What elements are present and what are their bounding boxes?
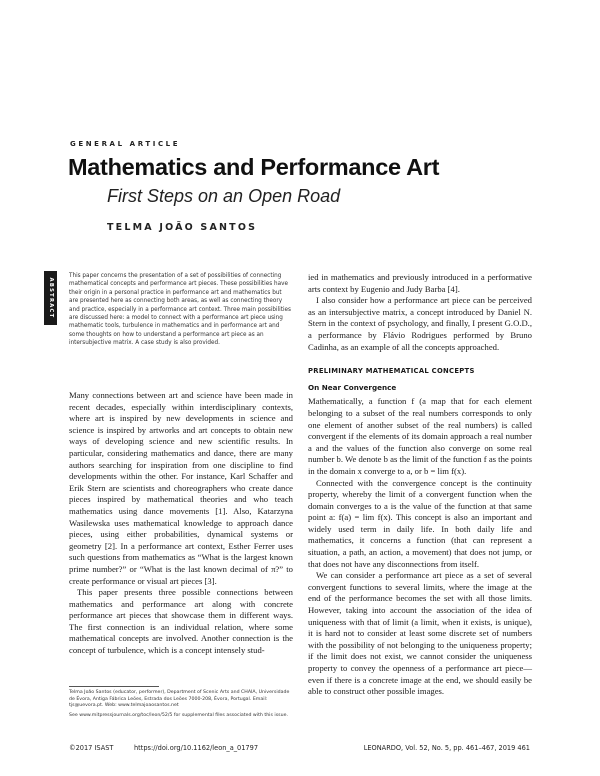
section-spacer — [308, 353, 532, 359]
footnote-rule — [69, 686, 159, 687]
body-paragraph: ied in mathematics and previously introduced in a performative arts context by Eugenio and Judy Barba [4]. — [308, 272, 532, 294]
supplemental-note: See www.mitpressjournals.org/toc/leon/52/5 for supplemental files associated with this issue. — [69, 712, 288, 718]
article-author: TELMA JOÃO SANTOS — [107, 222, 258, 233]
article-title: Mathematics and Performance Art — [68, 154, 440, 180]
body-paragraph: This paper presents three possible connections between mathematics and performance art along with concrete performance art pieces that showcase them in different ways. The first connection is an individual relation, where some mathematical concepts are involved. Another connection is the concept of turbulence, which is a concept intensely stud- — [69, 587, 293, 656]
footer-citation: LEONARDO, Vol. 52, No. 5, pp. 461–467, 2019 461 — [363, 744, 530, 752]
body-paragraph: I also consider how a performance art piece can be perceived as an intersubjective matrix, a concept introduced by Daniel N. Stern in the context of psychology, and finally, I present G.O.D., a performance by Flávio Rodrigues performed by Bruno Cadinha, as an example of all the concepts approached. — [308, 295, 532, 352]
footnote — [69, 690, 293, 719]
article-subtitle: First Steps on an Open Road — [107, 186, 341, 206]
author-affiliation: Telma João Santos (educator, performer), Department of Scenic Arts and CHAIA, Universidade de Évora, Antiga Fábrica Leões, Estrada dos Leões 7000-208, Évora, Portugal. Email: tjs@uevora.pt. Web: www.telmajoaosantos.net — [69, 690, 290, 709]
footer-copyright: ©2017 ISAST — [69, 744, 114, 752]
section-heading: PRELIMINARY MATHEMATICAL CONCEPTS — [308, 367, 475, 376]
body-paragraph: Mathematically, a function f (a map that for each element belonging to a subset of the real numbers corresponds to only one element of another subset of the real numbers) is called convergent if the elements of its domain approach a real number a and the values of the function also converge on some real number b. We denote b as the limit of the function f as the points in the domain x converge to a, or b = lim f(x). — [308, 396, 532, 476]
body-paragraph: Many connections between art and science have been made in recent decades, especially within interdisciplinary contexts, where art is inspired by new developments in science and science is inspired by artworks and art concepts to obtain new ways of developing science and new scientific results. In particular, considering mathematics and dance, there are many authors searching for inspiration from one discipline to find developments within the other. For instance, Karl Schaffer and Erik Stern are scientists and choreographers who create dance pieces inspired by mathematical theories and who teach mathematics using dance movements [1]. Also, Katarzyna Wasilewska uses mathematical knowledge to approach dance pieces, using either probabilities, dynamical systems or geometry [2]. In a performance art context, Esther Ferrer uses such questions from mathematics as “What is the largest known prime number?” or “What is the last known decimal of π?” to create performance or visual art pieces [3]. — [69, 390, 293, 586]
body-paragraph: Connected with the convergence concept is the continuity property, whereby the limit of a convergent function when the domain converges to a is the value of the function at that same point a: f(a) = lim f(x). This concept is also an important and widely used term in daily life. In both daily life and mathematics, it concerns a function (that can represent a situation, a path, an action, a movement) that does not jump, or that does not have any disconnections from itself. — [308, 477, 532, 569]
article-kicker: GENERAL ARTICLE — [70, 140, 181, 148]
footer-doi-link[interactable]: https://doi.org/10.1162/leon_a_01797 — [134, 744, 259, 752]
abstract-tab — [44, 271, 57, 325]
body-column-right — [308, 272, 532, 698]
abstract-tab-label: ABSTRACT — [47, 277, 54, 319]
body-paragraph: We can consider a performance art piece as a set of several convergent functions to several limits, where the image at the end of the performance becomes the set with all those limits. However, taking into account the association of the idea of uniqueness with that of limit (a limit, when it exists, is unique), it is hard not to consider at least some discrete set of numbers with the possibility of not belonging to the uniqueness property; if the limit does not exist, we cannot consider the uniqueness property to convey the openness of a performance art piece—even if there is a concrete image at the end, we should easily be able to construct other possible images. — [308, 570, 532, 697]
subsection-heading: On Near Convergence — [308, 382, 397, 392]
body-column-left — [69, 390, 293, 657]
abstract-text: This paper concerns the presentation of a set of possibilities of connecting mathematical concepts and performance art pieces. These possibilities have their origin in a personal practice in performance art and mathematics but are presented here as connecting both areas, as well as connecting theory and practice, especially in a performance art context. Three main possibilities are discussed here: a model to connect with a performance art piece using mathematic tools, turbulence in mathematics and in performance art and some thoughts on how to understand a performance art piece as an intersubjective matrix. A case study is also provided. — [69, 273, 291, 347]
